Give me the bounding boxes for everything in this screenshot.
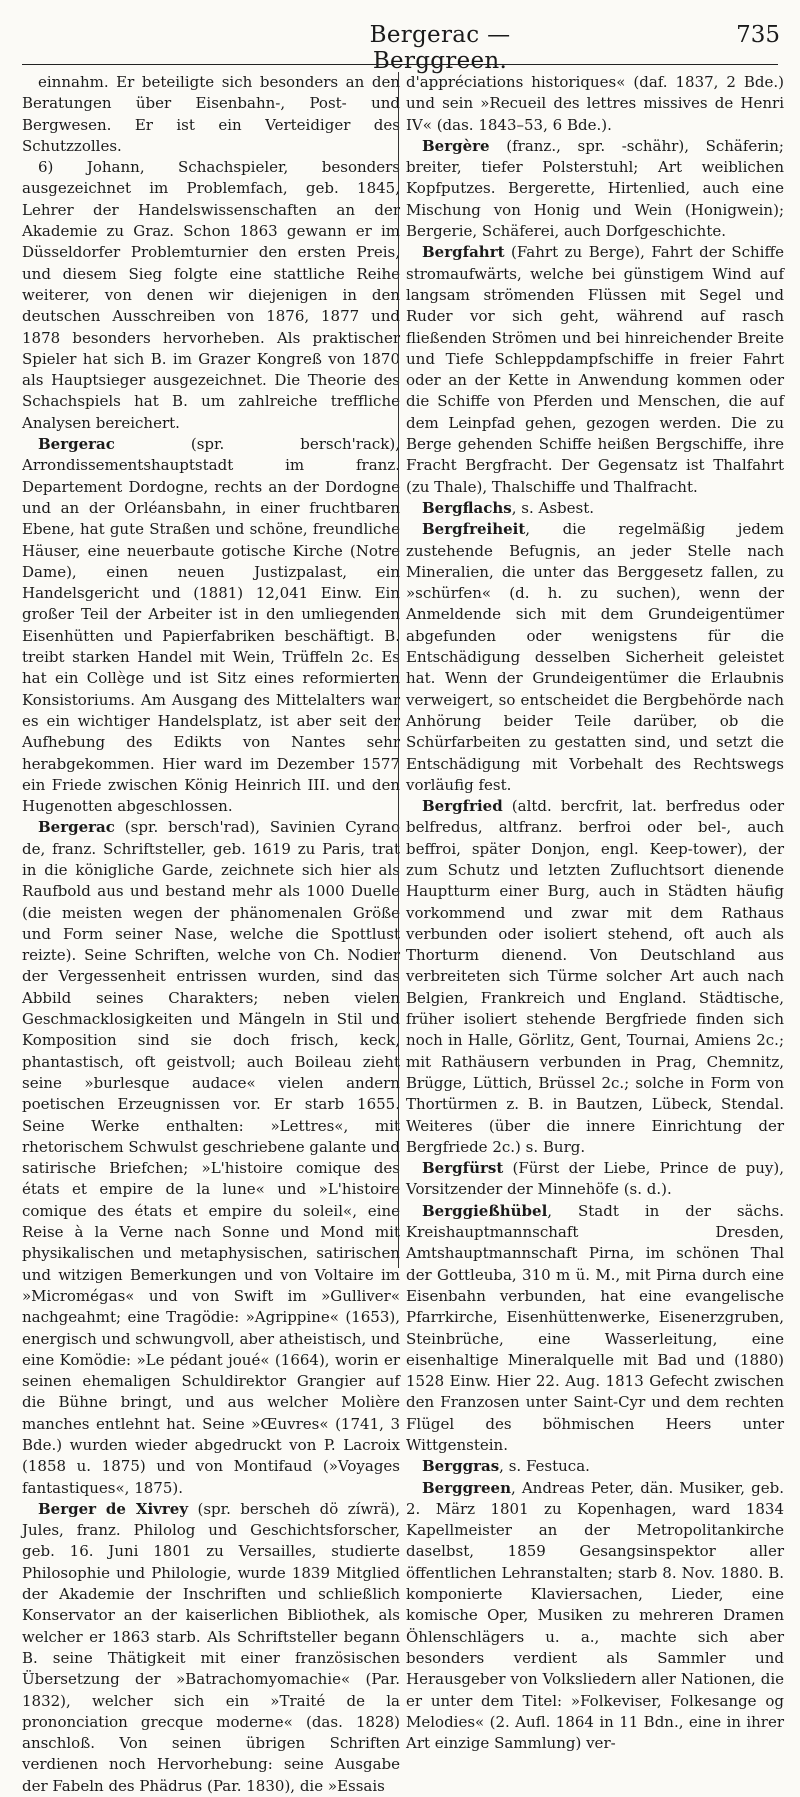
entry-paragraph bbox=[406, 1158, 784, 1201]
entry-paragraph bbox=[22, 817, 400, 1499]
entry-paragraph bbox=[406, 498, 784, 519]
entry-headword: Berggras bbox=[422, 1457, 500, 1476]
entry-headword: Bergfried bbox=[422, 797, 503, 816]
entry-text: d'appréciations historiques« (daf. 1837, 2 Bde.) und sein »Recueil des lettres missives de Henri IV« (das. 1843–53, 6 Bde.). bbox=[406, 73, 784, 134]
entry-paragraph bbox=[22, 1499, 400, 1797]
entry-paragraph bbox=[406, 1478, 784, 1755]
entry-text: (spr. bersch'rad), Savinien Cyrano de, franz. Schriftsteller, geb. 1619 zu Paris, trat in die königliche Garde, zeichnete sich hier als Raufbold aus und bestand mehr als 1000 Duelle (die meisten wegen der phänomenalen Größe und Form seiner Nase, welche die Spottlust reizte). Seine Schriften, welche von Ch. Nodier der Vergessenheit entrissen wurden, sind das Abbild seines Charakters; neben vielen Geschmacklosigkeiten und Mängeln in Stil und Komposition sind sie doch frisch, keck, phantastisch, oft geistvoll; auch Boileau zieht seine »burlesque audace« vielen andern poetischen Erzeugnissen vor. Er starb 1655. Seine Werke enthalten: »Lettres«, mit rhetorischem Schwulst geschriebene galante und satirische Briefchen; »L'histoire comique des états et empire de la lune« und »L'histoire comique des états et empire du soleil«, eine Reise à la Verne nach Sonne und Mond mit physikalischen und metaphysischen, satirischen und witzigen Bemerkungen und von Voltaire im »Micromégas« und von Swift im »Gulliver« nachgeahmt; eine Tragödie: »Agrippine« (1653), energisch und schwungvoll, aber atheistisch, und eine Komödie: »Le pédant joué« (1664), worin er seinen ehemaligen Schuldirektor Grangier auf die Bühne bringt, und aus welcher Molière manches entlehnt hat. Seine »Œuvres« (1741, 3 Bde.) wurden wieder abgedruckt von P. Lacroix (1858 u. 1875) und von Montifaud (»Voyages fantastiques«, 1875). bbox=[22, 818, 400, 1497]
column-divider bbox=[398, 72, 399, 1268]
entry-text: , Andreas Peter, dän. Musiker, geb. 2. März 1801 zu Kopenhagen, ward 1834 Kapellmeister an der Metropolitankirche daselbst, 1859 Gesangsinspektor aller öffentlichen Lehranstalten; starb 8. Nov. 1880. B. komponierte Klaviersachen, Lieder, eine komische Oper, Musiken zu mehreren Dramen Öhlenschlägers u. a., machte sich aber besonders verdient als Sammler und Herausgeber von Volksliedern aller Nationen, die er unter dem Titel: »Folkeviser, Folkesange og Melodies« (2. Aufl. 1864 in 11 Bdn., eine in ihrer Art einzige Sammlung) ver- bbox=[406, 1478, 784, 1753]
entry-text: (franz., spr. -schähr), Schäferin; breiter, tiefer Polsterstuhl; Art weiblichen Kopfputzes. Bergerette, Hirtenlied, auch eine Mischung von Honig und Wein (Honigwein); Bergerie, Schäferei, auch Dorfgeschichte. bbox=[406, 136, 784, 241]
entry-paragraph bbox=[406, 1201, 784, 1457]
entry-paragraph bbox=[22, 72, 400, 157]
entry-paragraph bbox=[406, 136, 784, 242]
running-head: Bergerac — Berggreen. bbox=[369, 22, 511, 74]
entry-headword: Bergfürst bbox=[422, 1159, 504, 1178]
entry-text: einnahm. Er beteiligte sich besonders an den Beratungen über Eisenbahn-, Post- und Bergwesen. Er ist ein Verteidiger des Schutzzolles. bbox=[22, 73, 400, 155]
entry-paragraph bbox=[406, 796, 784, 1158]
entry-text: (Fahrt zu Berge), Fahrt der Schiffe stromaufwärts, welche bei günstigem Wind auf langsam strömenden Flüssen mit Segel und Ruder vor sich geht, während auf rasch fließenden Strömen und bei hinreichender Breite und Tiefe Schleppdampfschiffe in freier Fahrt oder an der Kette in Anwendung kommen oder die Schiffe von Pferden und Menschen, die auf dem Leinpfad gehen, gezogen werden. Die zu Berge gehenden Schiffe heißen Bergschiffe, ihre Fracht Bergfracht. Der Gegensatz ist Thalfahrt (zu Thale), Thalschiffe und Thalfracht. bbox=[406, 243, 784, 496]
entry-text: (spr. bersch'rack), Arrondissementshauptstadt im franz. Departement Dordogne, rechts an der Dordogne und an der Orléansbahn, in einer fruchtbaren Ebene, hat gute Straßen und schöne, freundliche Häuser, eine neuerbaute gotische Kirche (Notre Dame), einen neuen Justizpalast, ein Handelsgericht und (1881) 12,041 Einw. Ein großer Teil der Arbeiter ist in den umliegenden Eisenhütten und Papierfabriken beschäftigt. B. treibt starken Handel mit Wein, Trüffeln 2c. Es hat ein Collège und ist Sitz eines reformierten Konsistoriums. Am Ausgang des Mittelalters war es ein wichtiger Handelsplatz, ist aber seit der Aufhebung des Edikts von Nantes sehr herabgekommen. Hier ward im Dezember 1577 ein Friede zwischen König Heinrich III. und den Hugenotten abgeschlossen. bbox=[22, 435, 400, 816]
entry-headword: Berggreen bbox=[422, 1478, 511, 1497]
header-rule bbox=[22, 64, 778, 65]
entry-text: , Stadt in der sächs. Kreishauptmannschaft Dresden, Amtshauptmannschaft Pirna, im schönen Thal der Gottleuba, 310 m ü. M., mit Pirna durch eine Eisenbahn verbunden, hat eine evangelische Pfarrkirche, Eisenhüttenwerke, Eisenerzgruben, Steinbrüche, eine Wasserleitung, eine eisenhaltige Mineralquelle mit Bad und (1880) 1528 Einw. Hier 22. Aug. 1813 Gefecht zwischen den Franzosen unter Saint-Cyr und dem rechten Flügel des böhmischen Heers unter Wittgenstein. bbox=[406, 1201, 784, 1454]
entry-text: (altd. bercfrit, lat. berfredus oder belfredus, altfranz. berfroi oder bel-, auch beffroi, später Donjon, engl. Keep-tower), der zum Schutz und letzten Zufluchtsort dienende Hauptturm einer Burg, auch in Städten häufig vorkommend und zwar mit dem Rathaus verbunden oder isoliert stehend, oft auch als Thorturm dienend. Von Deutschland aus verbreiteten sich Türme solcher Art auch nach Belgien, Frankreich und England. Städtische, früher isoliert stehende Bergfriede finden sich noch in Halle, Görlitz, Gent, Tournai, Amiens 2c.; mit Rathäusern verbunden in Prag, Chemnitz, Brügge, Lüttich, Brüssel 2c.; solche in Form von Thortürmen z. B. in Bautzen, Lübeck, Stendal. Weiteres (über die innere Einrichtung der Bergfriede 2c.) s. Burg. bbox=[406, 797, 784, 1156]
entry-headword: Bergère bbox=[422, 136, 490, 155]
entry-headword: Bergfreiheit bbox=[422, 520, 526, 539]
entry-headword: Berger de Xivrey bbox=[38, 1499, 189, 1518]
entry-text: 6) Johann, Schachspieler, besonders ausgezeichnet im Problemfach, geb. 1845, Lehrer der Handelswissenschaften an der Akademie zu Graz. Schon 1863 gewann er im Düsseldorfer Problemturnier den ersten Preis, und diesem Sieg folgte eine stattliche Reihe weiterer, von denen wir diejenigen in den deutschen Ausschreiben von 1876, 1877 und 1878 besonders hervorheben. Als praktischer Spieler hat sich B. im Grazer Kongreß von 1870 als Hauptsieger ausgezeichnet. Die Theorie des Schachspiels hat B. um zahlreiche treffliche Analysen bereichert. bbox=[22, 158, 400, 432]
entry-text: , s. Asbest. bbox=[511, 498, 595, 517]
page-header bbox=[0, 0, 800, 72]
entry-text: (spr. berscheh dö zíwrä), Jules, franz. Philolog und Geschichtsforscher, geb. 16. Juni 1801 zu Versailles, studierte Philosophie und Philologie, wurde 1839 Mitglied der Akademie der Inschriften und schließlich Konservator an der kaiserlichen Bibliothek, als welcher er 1863 starb. Als Schriftsteller begann B. seine Thätigkeit mit einer französischen Übersetzung der »Batrachomyomachie« (Par. 1832), welcher sich ein »Traité de la prononciation grecque moderne« (das. 1828) anschloß. Von seinen übrigen Schriften verdienen noch Hervorhebung: seine Ausgabe der Fabeln des Phädrus (Par. 1830), die »Essais bbox=[22, 1499, 400, 1795]
left-column bbox=[22, 72, 400, 1795]
entry-paragraph bbox=[22, 434, 400, 817]
entry-paragraph bbox=[406, 519, 784, 796]
entry-text: (Fürst der Liebe, Prince de puy), Vorsitzender der Minnehöfe (s. d.). bbox=[406, 1159, 784, 1199]
entry-paragraph bbox=[22, 157, 400, 434]
entry-paragraph bbox=[406, 242, 784, 498]
entry-paragraph bbox=[406, 72, 784, 136]
page-number: 735 bbox=[736, 22, 780, 48]
entry-headword: Berggießhübel bbox=[422, 1201, 548, 1220]
entry-text: , die regelmäßig jedem zustehende Befugnis, an jeder Stelle nach Mineralien, die unter das Berggesetz fallen, zu »schürfen« (d. h. zu suchen), wenn der Anmeldende sich mit dem Grundeigentümer abgefunden oder wenigstens für die Entschädigung desselben Sicherheit geleistet hat. Wenn der Grundeigentümer die Erlaubnis verweigert, so entscheidet die Bergbehörde nach Anhörung beider Teile darüber, ob die Schürfarbeiten zu gestatten sind, und setzt die Entschädigung mit Vorbehalt des Rechtswegs vorläufig fest. bbox=[406, 520, 784, 794]
entry-headword: Bergflachs bbox=[422, 498, 512, 517]
right-column bbox=[406, 72, 784, 1753]
entry-headword: Bergerac bbox=[38, 435, 115, 454]
entry-headword: Bergfahrt bbox=[422, 243, 505, 262]
entry-headword: Bergerac bbox=[38, 818, 115, 837]
entry-text: , s. Festuca. bbox=[499, 1457, 590, 1476]
entry-paragraph bbox=[406, 1456, 784, 1477]
